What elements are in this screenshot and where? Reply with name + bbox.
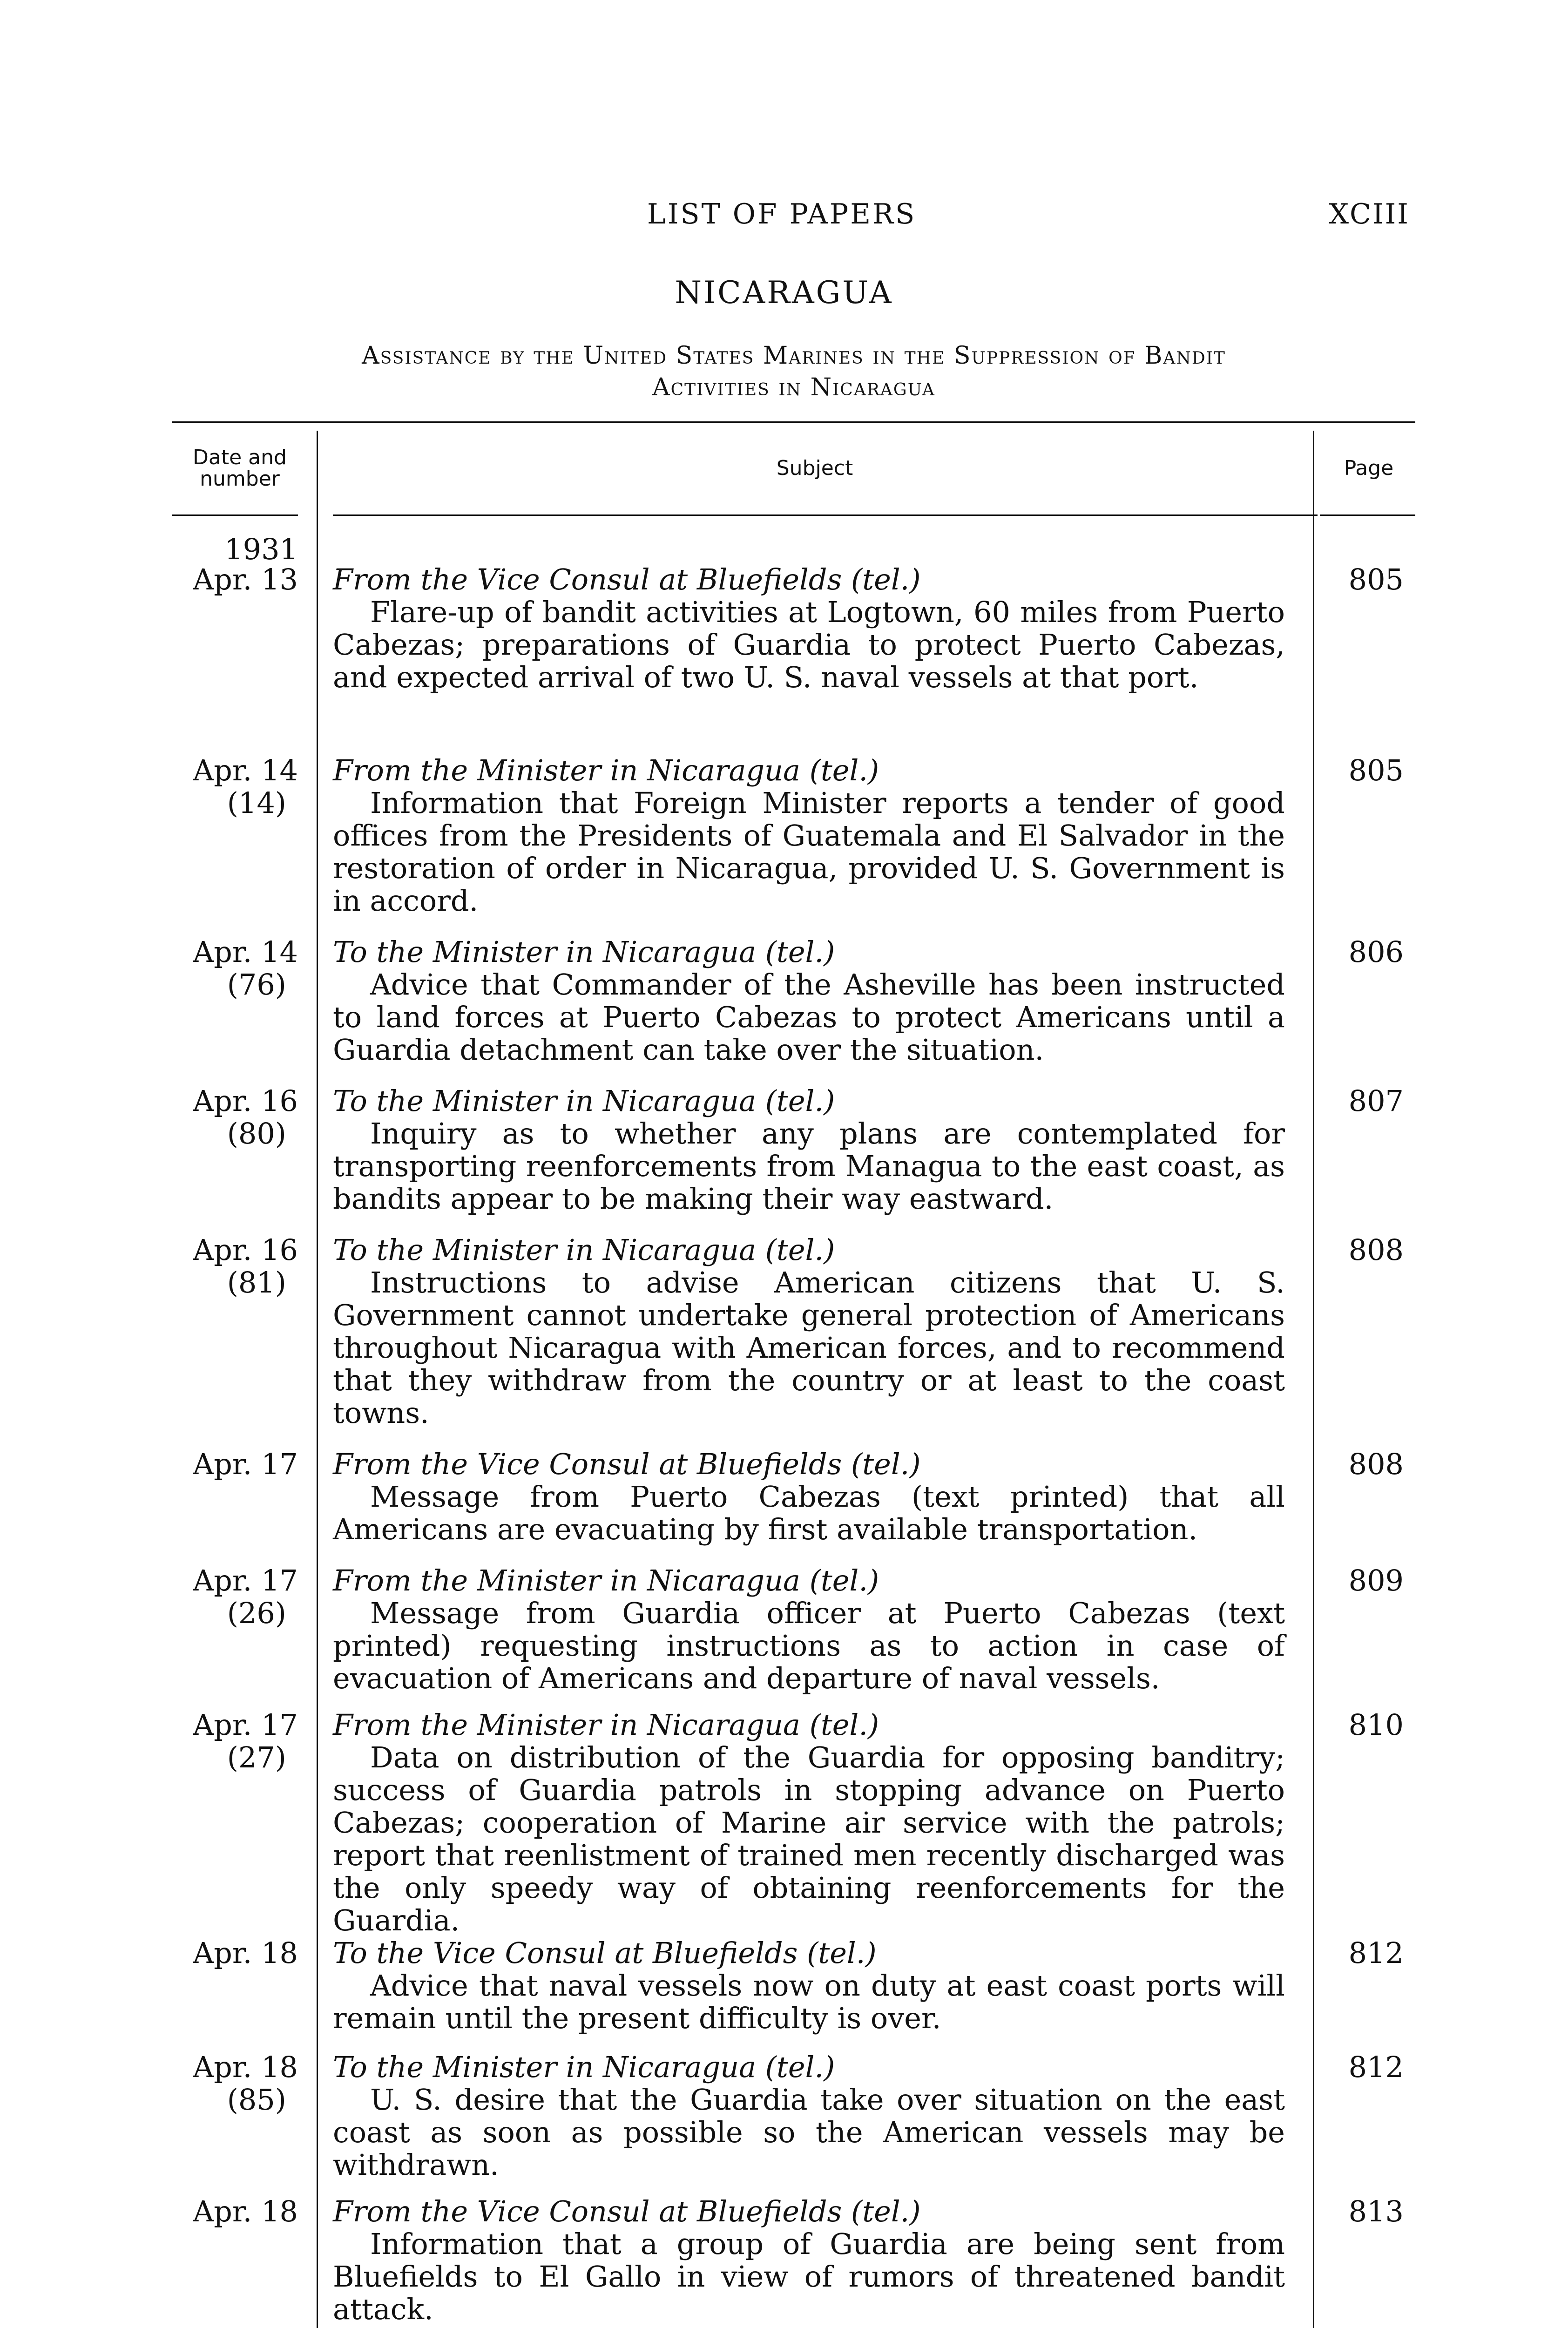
entry-summary: Inquiry as to whether any plans are contemplated for transporting reenforcements from Managua to the east coast, as bandits appear to be making their way eastward. (333, 1117, 1285, 1216)
entry-date (172, 563, 298, 596)
running-title: LIST OF PAPERS (647, 198, 917, 230)
column-header-page: Page (1344, 456, 1394, 480)
column-header-date-line-2: number (200, 467, 280, 491)
entry-page: 808 (1348, 1447, 1404, 1481)
header-bottom-rule-page (1320, 514, 1415, 516)
entry-date-text: Apr. 16 (193, 1084, 298, 1118)
entry-sender: From the Vice Consul at Bluefields (tel.) (333, 1447, 921, 1481)
section-subtitle-line-1: Assistance by the United States Marines in the Suppression of Bandit (362, 342, 1226, 370)
column-header-date-line-1: Date and (193, 446, 287, 469)
entry-date (172, 936, 298, 1001)
entry-sender: From the Vice Consul at Bluefields (tel.) (333, 2194, 921, 2228)
entry-date-text: Apr. 14 (193, 935, 298, 969)
entry-subject (333, 936, 1285, 1066)
entry-date-text: Apr. 18 (193, 2050, 298, 2084)
entry-number: (27) (227, 1740, 286, 1774)
entry-date-text: Apr. 17 (193, 1563, 298, 1597)
entry-sender: From the Minister in Nicaragua (tel.) (333, 1708, 879, 1742)
entry-date (172, 1085, 298, 1150)
entry-page: 807 (1348, 1084, 1404, 1118)
entry-sender: To the Vice Consul at Bluefields (tel.) (333, 1936, 877, 1970)
entry-page: 813 (1348, 2194, 1404, 2228)
section-subtitle-line-2: Activities in Nicaragua (652, 373, 935, 401)
entry-date-text: Apr. 16 (193, 1233, 298, 1267)
entry-page: 808 (1348, 1233, 1404, 1267)
entry-sender: From the Minister in Nicaragua (tel.) (333, 753, 879, 787)
entry-number: (85) (227, 2083, 286, 2117)
entry-page: 812 (1348, 1936, 1404, 1970)
entry-subject (333, 1085, 1285, 1215)
entry-sender: To the Minister in Nicaragua (tel.) (333, 1084, 835, 1118)
entry-sender: From the Minister in Nicaragua (tel.) (333, 1563, 879, 1597)
entry-summary: Advice that Commander of the Asheville has been instructed to land forces at Puerto Cabezas to protect Americans until a Guardia detachment can take over the situation. (333, 968, 1285, 1067)
entry-summary: Message from Puerto Cabezas (text printed) that all Americans are evacuating by first available transportation. (333, 1480, 1285, 1546)
entry-date-text: Apr. 18 (193, 2194, 298, 2228)
entry-number: (14) (227, 786, 286, 820)
entry-date-text: Apr. 18 (193, 1936, 298, 1970)
entry-number: (76) (227, 968, 286, 1002)
entry-summary: Data on distribution of the Guardia for opposing banditry; success of Guardia patrols in stopping advance on Puerto Cabezas; cooperation of Marine air service with the patrols; report that reenlistment of trained men recently discharged was the only speedy way of obtaining reenforcements for the Guardia. (333, 1740, 1285, 1937)
entry-summary: Instructions to advise American citizens that U. S. Government cannot undertake general protection of Americans throughout Nicaragua with American forces, and to recommend that they withdraw from the country or at least to the coast towns. (333, 1266, 1285, 1430)
entry-date (172, 1234, 298, 1299)
entry-date (172, 1564, 298, 1630)
column-divider-right (1313, 431, 1314, 2328)
running-head (0, 198, 1568, 235)
entry-sender: From the Vice Consul at Bluefields (tel.) (333, 562, 921, 596)
entry-number: (80) (227, 1117, 286, 1150)
entry-page: 810 (1348, 1708, 1404, 1742)
entry-date (172, 1448, 298, 1481)
entry-subject (333, 1937, 1285, 2035)
header-bottom-rule-subject (333, 514, 1318, 516)
entry-date (172, 1937, 298, 1969)
entry-date-text: Apr. 14 (193, 753, 298, 787)
column-header-subject: Subject (776, 456, 853, 480)
entry-date-text: Apr. 17 (193, 1447, 298, 1481)
entry-date (172, 2051, 298, 2116)
entry-summary: Information that a group of Guardia are being sent from Bluefields to El Gallo in view of rumors of threatened bandit attack. (333, 2227, 1285, 2326)
entry-date-text: Apr. 13 (193, 562, 298, 596)
column-divider-left (317, 431, 318, 2328)
entry-subject (333, 2195, 1285, 2326)
entry-date-text: Apr. 17 (193, 1708, 298, 1742)
entry-summary: Information that Foreign Minister reports a tender of good offices from the Presidents of Guatemala and El Salvador in the restoration of order in Nicaragua, provided U. S. Government is in accord. (333, 786, 1285, 918)
entry-subject (333, 1448, 1285, 1546)
entry-sender: To the Minister in Nicaragua (tel.) (333, 935, 835, 969)
entry-sender: To the Minister in Nicaragua (tel.) (333, 1233, 835, 1267)
header-bottom-rule-date (172, 514, 298, 516)
entry-summary: Advice that naval vessels now on duty at east coast ports will remain until the present difficulty is over. (333, 1969, 1285, 2035)
entry-page: 809 (1348, 1563, 1404, 1597)
section-title: NICARAGUA (675, 275, 893, 311)
entry-summary: Flare-up of bandit activities at Logtown, 60 miles from Puerto Cabezas; preparations of Guardia to protect Puerto Cabezas, and expected arrival of two U. S. naval vessels at that port. (333, 595, 1285, 694)
entry-subject (333, 2051, 1285, 2181)
entry-summary: U. S. desire that the Guardia take over situation on the east coast as soon as possible so the American vessels may be withdrawn. (333, 2083, 1285, 2182)
entry-page: 806 (1348, 935, 1404, 969)
entry-page: 812 (1348, 2050, 1404, 2084)
entry-number: (26) (227, 1596, 286, 1630)
entry-number: (81) (227, 1266, 286, 1299)
entry-sender: To the Minister in Nicaragua (tel.) (333, 2050, 835, 2084)
entry-page: 805 (1348, 753, 1404, 787)
entry-page: 805 (1348, 562, 1404, 596)
entry-subject (333, 563, 1285, 694)
entry-date (172, 2195, 298, 2228)
year-label: 1931 (224, 532, 298, 566)
entry-subject (333, 1564, 1285, 1695)
column-header-date (172, 447, 307, 490)
entry-summary: Message from Guardia officer at Puerto Cabezas (text printed) requesting instructions as to action in case of evacuation of Americans and departure of naval vessels. (333, 1596, 1285, 1695)
entry-subject (333, 754, 1285, 917)
section-subtitle (172, 340, 1415, 403)
entry-subject (333, 1709, 1285, 1937)
entry-date (172, 1709, 298, 1774)
entry-subject (333, 1234, 1285, 1429)
page-folio: XCIII (1329, 198, 1410, 230)
table-top-rule (172, 421, 1415, 423)
entry-date (172, 754, 298, 819)
